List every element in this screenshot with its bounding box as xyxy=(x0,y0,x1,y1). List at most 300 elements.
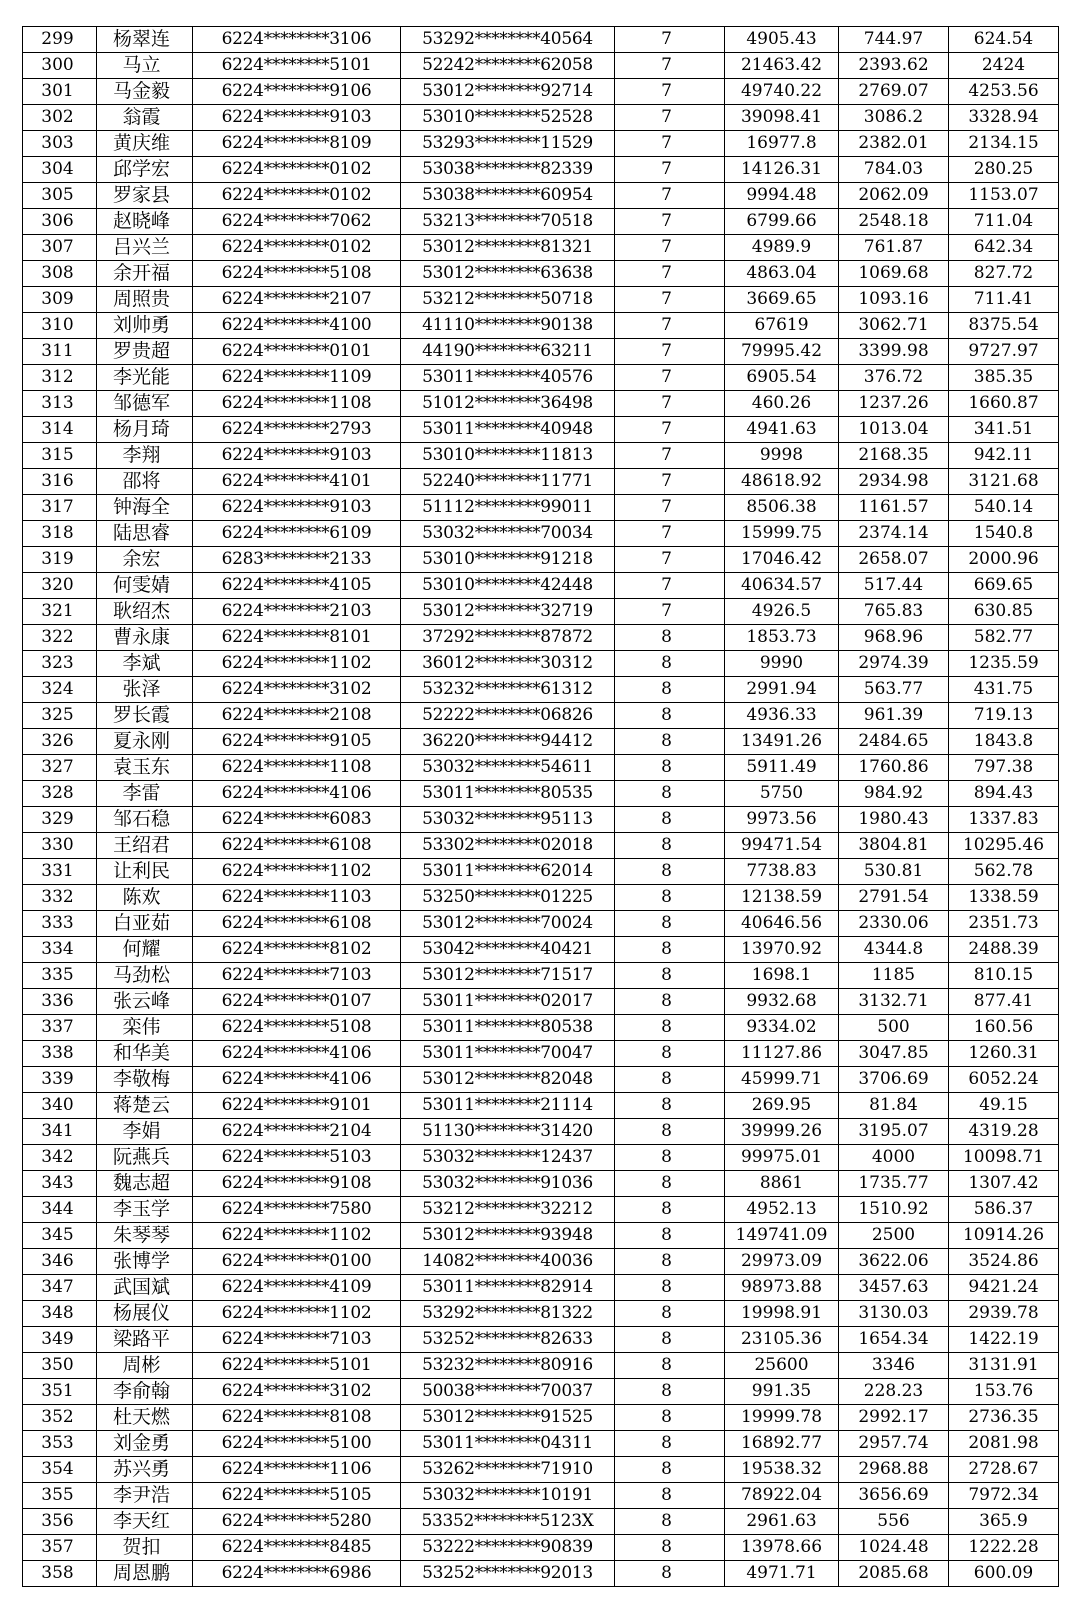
amount-1-cell: 460.26 xyxy=(725,391,839,417)
amount-2-cell: 3130.03 xyxy=(839,1301,949,1327)
amount-1-cell: 79995.42 xyxy=(725,339,839,365)
card-number-cell: 6224********6109 xyxy=(193,521,401,547)
table-row xyxy=(23,209,1059,235)
row-number-cell: 341 xyxy=(23,1119,97,1145)
amount-1-cell: 19538.32 xyxy=(725,1457,839,1483)
card-number-cell: 6224********5108 xyxy=(193,261,401,287)
id-number-cell: 53012********70024 xyxy=(401,911,615,937)
name-cell: 袁玉东 xyxy=(97,755,193,781)
amount-1-cell: 16977.8 xyxy=(725,131,839,157)
amount-3-cell: 1235.59 xyxy=(949,651,1059,677)
name-cell: 贺扣 xyxy=(97,1535,193,1561)
amount-3-cell: 827.72 xyxy=(949,261,1059,287)
row-number-cell: 307 xyxy=(23,235,97,261)
id-number-cell: 52242********62058 xyxy=(401,53,615,79)
row-number-cell: 309 xyxy=(23,287,97,313)
card-number-cell: 6224********9101 xyxy=(193,1093,401,1119)
row-number-cell: 340 xyxy=(23,1093,97,1119)
table-row xyxy=(23,1353,1059,1379)
card-number-cell: 6224********4106 xyxy=(193,1067,401,1093)
group-cell: 7 xyxy=(615,599,725,625)
group-cell: 7 xyxy=(615,131,725,157)
id-number-cell: 53011********40576 xyxy=(401,365,615,391)
name-cell: 苏兴勇 xyxy=(97,1457,193,1483)
card-number-cell: 6224********8101 xyxy=(193,625,401,651)
amount-2-cell: 2330.06 xyxy=(839,911,949,937)
amount-1-cell: 2991.94 xyxy=(725,677,839,703)
name-cell: 李天红 xyxy=(97,1509,193,1535)
amount-3-cell: 1337.83 xyxy=(949,807,1059,833)
group-cell: 7 xyxy=(615,261,725,287)
amount-1-cell: 4941.63 xyxy=(725,417,839,443)
id-number-cell: 52240********11771 xyxy=(401,469,615,495)
amount-2-cell: 744.97 xyxy=(839,27,949,53)
amount-1-cell: 9932.68 xyxy=(725,989,839,1015)
table-row xyxy=(23,1509,1059,1535)
card-number-cell: 6224********7103 xyxy=(193,963,401,989)
group-cell: 8 xyxy=(615,1483,725,1509)
amount-3-cell: 4253.56 xyxy=(949,79,1059,105)
card-number-cell: 6224********8108 xyxy=(193,1405,401,1431)
amount-1-cell: 4971.71 xyxy=(725,1561,839,1587)
name-cell: 何耀 xyxy=(97,937,193,963)
group-cell: 8 xyxy=(615,1145,725,1171)
table-row xyxy=(23,521,1059,547)
id-number-cell: 53293********11529 xyxy=(401,131,615,157)
row-number-cell: 358 xyxy=(23,1561,97,1587)
amount-2-cell: 1069.68 xyxy=(839,261,949,287)
amount-1-cell: 67619 xyxy=(725,313,839,339)
group-cell: 7 xyxy=(615,53,725,79)
group-cell: 8 xyxy=(615,1353,725,1379)
id-number-cell: 53232********61312 xyxy=(401,677,615,703)
amount-1-cell: 48618.92 xyxy=(725,469,839,495)
amount-2-cell: 3047.85 xyxy=(839,1041,949,1067)
amount-2-cell: 1735.77 xyxy=(839,1171,949,1197)
amount-3-cell: 431.75 xyxy=(949,677,1059,703)
name-cell: 邱学宏 xyxy=(97,157,193,183)
card-number-cell: 6224********1102 xyxy=(193,1301,401,1327)
name-cell: 阮燕兵 xyxy=(97,1145,193,1171)
amount-2-cell: 2484.65 xyxy=(839,729,949,755)
amount-2-cell: 500 xyxy=(839,1015,949,1041)
card-number-cell: 6224********9103 xyxy=(193,495,401,521)
amount-1-cell: 1698.1 xyxy=(725,963,839,989)
card-number-cell: 6224********0102 xyxy=(193,183,401,209)
group-cell: 7 xyxy=(615,365,725,391)
amount-1-cell: 8861 xyxy=(725,1171,839,1197)
group-cell: 8 xyxy=(615,989,725,1015)
amount-3-cell: 3121.68 xyxy=(949,469,1059,495)
amount-2-cell: 2934.98 xyxy=(839,469,949,495)
table-row xyxy=(23,365,1059,391)
card-number-cell: 6224********7062 xyxy=(193,209,401,235)
card-number-cell: 6224********5103 xyxy=(193,1145,401,1171)
amount-3-cell: 711.41 xyxy=(949,287,1059,313)
group-cell: 8 xyxy=(615,1561,725,1587)
table-row xyxy=(23,1561,1059,1587)
amount-3-cell: 8375.54 xyxy=(949,313,1059,339)
card-number-cell: 6224********3102 xyxy=(193,1379,401,1405)
amount-1-cell: 4952.13 xyxy=(725,1197,839,1223)
group-cell: 8 xyxy=(615,911,725,937)
table-row xyxy=(23,131,1059,157)
card-number-cell: 6224********4101 xyxy=(193,469,401,495)
name-cell: 栾伟 xyxy=(97,1015,193,1041)
amount-3-cell: 1422.19 xyxy=(949,1327,1059,1353)
amount-2-cell: 563.77 xyxy=(839,677,949,703)
card-number-cell: 6224********5100 xyxy=(193,1431,401,1457)
id-number-cell: 53032********70034 xyxy=(401,521,615,547)
table-row xyxy=(23,859,1059,885)
amount-2-cell: 1013.04 xyxy=(839,417,949,443)
row-number-cell: 342 xyxy=(23,1145,97,1171)
id-number-cell: 53012********82048 xyxy=(401,1067,615,1093)
name-cell: 李敬梅 xyxy=(97,1067,193,1093)
row-number-cell: 356 xyxy=(23,1509,97,1535)
id-number-cell: 53011********21114 xyxy=(401,1093,615,1119)
table-row xyxy=(23,1405,1059,1431)
amount-1-cell: 13970.92 xyxy=(725,937,839,963)
group-cell: 8 xyxy=(615,1509,725,1535)
id-number-cell: 53038********82339 xyxy=(401,157,615,183)
table-row xyxy=(23,703,1059,729)
row-number-cell: 315 xyxy=(23,443,97,469)
group-cell: 8 xyxy=(615,729,725,755)
amount-3-cell: 1307.42 xyxy=(949,1171,1059,1197)
amount-1-cell: 4926.5 xyxy=(725,599,839,625)
table-row xyxy=(23,1327,1059,1353)
amount-1-cell: 39999.26 xyxy=(725,1119,839,1145)
id-number-cell: 51012********36498 xyxy=(401,391,615,417)
group-cell: 8 xyxy=(615,1275,725,1301)
table-row xyxy=(23,53,1059,79)
amount-3-cell: 540.14 xyxy=(949,495,1059,521)
table-row xyxy=(23,677,1059,703)
group-cell: 8 xyxy=(615,963,725,989)
amount-3-cell: 586.37 xyxy=(949,1197,1059,1223)
group-cell: 8 xyxy=(615,1171,725,1197)
row-number-cell: 316 xyxy=(23,469,97,495)
row-number-cell: 352 xyxy=(23,1405,97,1431)
name-cell: 蒋楚云 xyxy=(97,1093,193,1119)
name-cell: 刘帅勇 xyxy=(97,313,193,339)
table-row xyxy=(23,1145,1059,1171)
card-number-cell: 6224********9105 xyxy=(193,729,401,755)
group-cell: 8 xyxy=(615,937,725,963)
name-cell: 梁路平 xyxy=(97,1327,193,1353)
amount-2-cell: 765.83 xyxy=(839,599,949,625)
amount-2-cell: 81.84 xyxy=(839,1093,949,1119)
id-number-cell: 36220********94412 xyxy=(401,729,615,755)
name-cell: 魏志超 xyxy=(97,1171,193,1197)
amount-3-cell: 600.09 xyxy=(949,1561,1059,1587)
name-cell: 罗长霞 xyxy=(97,703,193,729)
row-number-cell: 317 xyxy=(23,495,97,521)
amount-1-cell: 4905.43 xyxy=(725,27,839,53)
name-cell: 朱琴琴 xyxy=(97,1223,193,1249)
row-number-cell: 305 xyxy=(23,183,97,209)
group-cell: 7 xyxy=(615,417,725,443)
table-row xyxy=(23,885,1059,911)
amount-3-cell: 894.43 xyxy=(949,781,1059,807)
amount-3-cell: 10914.26 xyxy=(949,1223,1059,1249)
amount-2-cell: 517.44 xyxy=(839,573,949,599)
table-row xyxy=(23,27,1059,53)
amount-3-cell: 2000.96 xyxy=(949,547,1059,573)
card-number-cell: 6224********1108 xyxy=(193,391,401,417)
card-number-cell: 6224********1102 xyxy=(193,651,401,677)
name-cell: 杨月琦 xyxy=(97,417,193,443)
table-row xyxy=(23,1301,1059,1327)
id-number-cell: 53012********93948 xyxy=(401,1223,615,1249)
name-cell: 周照贵 xyxy=(97,287,193,313)
row-number-cell: 311 xyxy=(23,339,97,365)
row-number-cell: 299 xyxy=(23,27,97,53)
row-number-cell: 324 xyxy=(23,677,97,703)
group-cell: 8 xyxy=(615,1093,725,1119)
amount-2-cell: 3622.06 xyxy=(839,1249,949,1275)
id-number-cell: 53212********50718 xyxy=(401,287,615,313)
amount-3-cell: 153.76 xyxy=(949,1379,1059,1405)
id-number-cell: 53262********71910 xyxy=(401,1457,615,1483)
card-number-cell: 6224********5101 xyxy=(193,53,401,79)
id-number-cell: 53212********32212 xyxy=(401,1197,615,1223)
amount-3-cell: 2939.78 xyxy=(949,1301,1059,1327)
name-cell: 刘金勇 xyxy=(97,1431,193,1457)
group-cell: 8 xyxy=(615,625,725,651)
table-row xyxy=(23,287,1059,313)
table-row xyxy=(23,807,1059,833)
table-row xyxy=(23,989,1059,1015)
name-cell: 张博学 xyxy=(97,1249,193,1275)
id-number-cell: 53011********80535 xyxy=(401,781,615,807)
group-cell: 7 xyxy=(615,313,725,339)
card-number-cell: 6224********3106 xyxy=(193,27,401,53)
amount-3-cell: 2728.67 xyxy=(949,1457,1059,1483)
table-row xyxy=(23,157,1059,183)
name-cell: 罗家县 xyxy=(97,183,193,209)
group-cell: 8 xyxy=(615,1379,725,1405)
group-cell: 7 xyxy=(615,183,725,209)
card-number-cell: 6224********3102 xyxy=(193,677,401,703)
id-number-cell: 37292********87872 xyxy=(401,625,615,651)
amount-2-cell: 2085.68 xyxy=(839,1561,949,1587)
row-number-cell: 330 xyxy=(23,833,97,859)
table-row xyxy=(23,1197,1059,1223)
amount-2-cell: 3132.71 xyxy=(839,989,949,1015)
id-number-cell: 53011********80538 xyxy=(401,1015,615,1041)
id-number-cell: 53011********82914 xyxy=(401,1275,615,1301)
card-number-cell: 6224********5108 xyxy=(193,1015,401,1041)
card-number-cell: 6224********5280 xyxy=(193,1509,401,1535)
card-number-cell: 6224********1102 xyxy=(193,859,401,885)
row-number-cell: 357 xyxy=(23,1535,97,1561)
table-row xyxy=(23,755,1059,781)
card-number-cell: 6224********6108 xyxy=(193,833,401,859)
table-row xyxy=(23,183,1059,209)
name-cell: 马立 xyxy=(97,53,193,79)
name-cell: 白亚茹 xyxy=(97,911,193,937)
table-row xyxy=(23,1093,1059,1119)
group-cell: 8 xyxy=(615,1119,725,1145)
row-number-cell: 336 xyxy=(23,989,97,1015)
row-number-cell: 302 xyxy=(23,105,97,131)
amount-2-cell: 2769.07 xyxy=(839,79,949,105)
card-number-cell: 6224********1102 xyxy=(193,1223,401,1249)
id-number-cell: 36012********30312 xyxy=(401,651,615,677)
group-cell: 7 xyxy=(615,495,725,521)
table-row xyxy=(23,1223,1059,1249)
row-number-cell: 337 xyxy=(23,1015,97,1041)
row-number-cell: 346 xyxy=(23,1249,97,1275)
table-row xyxy=(23,625,1059,651)
amount-2-cell: 376.72 xyxy=(839,365,949,391)
card-number-cell: 6283********2133 xyxy=(193,547,401,573)
group-cell: 8 xyxy=(615,755,725,781)
amount-2-cell: 1161.57 xyxy=(839,495,949,521)
amount-3-cell: 942.11 xyxy=(949,443,1059,469)
amount-3-cell: 1843.8 xyxy=(949,729,1059,755)
id-number-cell: 53010********91218 xyxy=(401,547,615,573)
id-number-cell: 53011********04311 xyxy=(401,1431,615,1457)
card-number-cell: 6224********1109 xyxy=(193,365,401,391)
row-number-cell: 351 xyxy=(23,1379,97,1405)
id-number-cell: 53222********90839 xyxy=(401,1535,615,1561)
amount-1-cell: 17046.42 xyxy=(725,547,839,573)
id-number-cell: 53012********71517 xyxy=(401,963,615,989)
row-number-cell: 349 xyxy=(23,1327,97,1353)
row-number-cell: 320 xyxy=(23,573,97,599)
table-row xyxy=(23,651,1059,677)
table-row xyxy=(23,469,1059,495)
amount-2-cell: 1760.86 xyxy=(839,755,949,781)
amount-1-cell: 21463.42 xyxy=(725,53,839,79)
group-cell: 7 xyxy=(615,27,725,53)
table-row xyxy=(23,235,1059,261)
amount-1-cell: 99471.54 xyxy=(725,833,839,859)
card-number-cell: 6224********4106 xyxy=(193,1041,401,1067)
id-number-cell: 53012********32719 xyxy=(401,599,615,625)
amount-3-cell: 669.65 xyxy=(949,573,1059,599)
card-number-cell: 6224********5101 xyxy=(193,1353,401,1379)
row-number-cell: 329 xyxy=(23,807,97,833)
card-number-cell: 6224********0100 xyxy=(193,1249,401,1275)
row-number-cell: 314 xyxy=(23,417,97,443)
table-row xyxy=(23,391,1059,417)
row-number-cell: 347 xyxy=(23,1275,97,1301)
table-row xyxy=(23,105,1059,131)
name-cell: 曹永康 xyxy=(97,625,193,651)
id-number-cell: 14082********40036 xyxy=(401,1249,615,1275)
row-number-cell: 339 xyxy=(23,1067,97,1093)
amount-3-cell: 1222.28 xyxy=(949,1535,1059,1561)
amount-3-cell: 49.15 xyxy=(949,1093,1059,1119)
name-cell: 马金毅 xyxy=(97,79,193,105)
group-cell: 7 xyxy=(615,287,725,313)
amount-3-cell: 160.56 xyxy=(949,1015,1059,1041)
amount-2-cell: 3062.71 xyxy=(839,313,949,339)
amount-2-cell: 1980.43 xyxy=(839,807,949,833)
amount-1-cell: 49740.22 xyxy=(725,79,839,105)
amount-3-cell: 2424 xyxy=(949,53,1059,79)
group-cell: 8 xyxy=(615,1301,725,1327)
table-row xyxy=(23,1275,1059,1301)
id-number-cell: 53252********82633 xyxy=(401,1327,615,1353)
row-number-cell: 321 xyxy=(23,599,97,625)
card-number-cell: 6224********9108 xyxy=(193,1171,401,1197)
row-number-cell: 345 xyxy=(23,1223,97,1249)
amount-3-cell: 582.77 xyxy=(949,625,1059,651)
amount-2-cell: 2062.09 xyxy=(839,183,949,209)
amount-1-cell: 19999.78 xyxy=(725,1405,839,1431)
amount-2-cell: 2382.01 xyxy=(839,131,949,157)
group-cell: 8 xyxy=(615,885,725,911)
amount-1-cell: 7738.83 xyxy=(725,859,839,885)
name-cell: 翁霞 xyxy=(97,105,193,131)
id-number-cell: 53010********42448 xyxy=(401,573,615,599)
row-number-cell: 355 xyxy=(23,1483,97,1509)
amount-2-cell: 984.92 xyxy=(839,781,949,807)
id-number-cell: 50038********70037 xyxy=(401,1379,615,1405)
name-cell: 武国斌 xyxy=(97,1275,193,1301)
amount-1-cell: 6799.66 xyxy=(725,209,839,235)
amount-3-cell: 341.51 xyxy=(949,417,1059,443)
group-cell: 7 xyxy=(615,443,725,469)
amount-2-cell: 2548.18 xyxy=(839,209,949,235)
amount-2-cell: 3656.69 xyxy=(839,1483,949,1509)
card-number-cell: 6224********0101 xyxy=(193,339,401,365)
amount-2-cell: 3706.69 xyxy=(839,1067,949,1093)
table-row xyxy=(23,79,1059,105)
card-number-cell: 6224********0102 xyxy=(193,157,401,183)
amount-3-cell: 6052.24 xyxy=(949,1067,1059,1093)
table-row xyxy=(23,833,1059,859)
amount-2-cell: 2374.14 xyxy=(839,521,949,547)
amount-3-cell: 719.13 xyxy=(949,703,1059,729)
id-number-cell: 53012********81321 xyxy=(401,235,615,261)
amount-3-cell: 10295.46 xyxy=(949,833,1059,859)
name-cell: 杨展仪 xyxy=(97,1301,193,1327)
group-cell: 8 xyxy=(615,781,725,807)
amount-1-cell: 14126.31 xyxy=(725,157,839,183)
table-row xyxy=(23,313,1059,339)
card-number-cell: 6224********9103 xyxy=(193,443,401,469)
row-number-cell: 332 xyxy=(23,885,97,911)
amount-1-cell: 99975.01 xyxy=(725,1145,839,1171)
row-number-cell: 327 xyxy=(23,755,97,781)
amount-1-cell: 98973.88 xyxy=(725,1275,839,1301)
amount-1-cell: 11127.86 xyxy=(725,1041,839,1067)
card-number-cell: 6224********2103 xyxy=(193,599,401,625)
name-cell: 邵将 xyxy=(97,469,193,495)
id-number-cell: 53012********92714 xyxy=(401,79,615,105)
amount-1-cell: 1853.73 xyxy=(725,625,839,651)
amount-2-cell: 2992.17 xyxy=(839,1405,949,1431)
amount-3-cell: 797.38 xyxy=(949,755,1059,781)
name-cell: 周彬 xyxy=(97,1353,193,1379)
group-cell: 8 xyxy=(615,859,725,885)
amount-1-cell: 5911.49 xyxy=(725,755,839,781)
amount-1-cell: 4936.33 xyxy=(725,703,839,729)
amount-3-cell: 711.04 xyxy=(949,209,1059,235)
name-cell: 余宏 xyxy=(97,547,193,573)
group-cell: 8 xyxy=(615,1457,725,1483)
amount-3-cell: 2081.98 xyxy=(949,1431,1059,1457)
table-row xyxy=(23,911,1059,937)
card-number-cell: 6224********7103 xyxy=(193,1327,401,1353)
amount-3-cell: 2134.15 xyxy=(949,131,1059,157)
